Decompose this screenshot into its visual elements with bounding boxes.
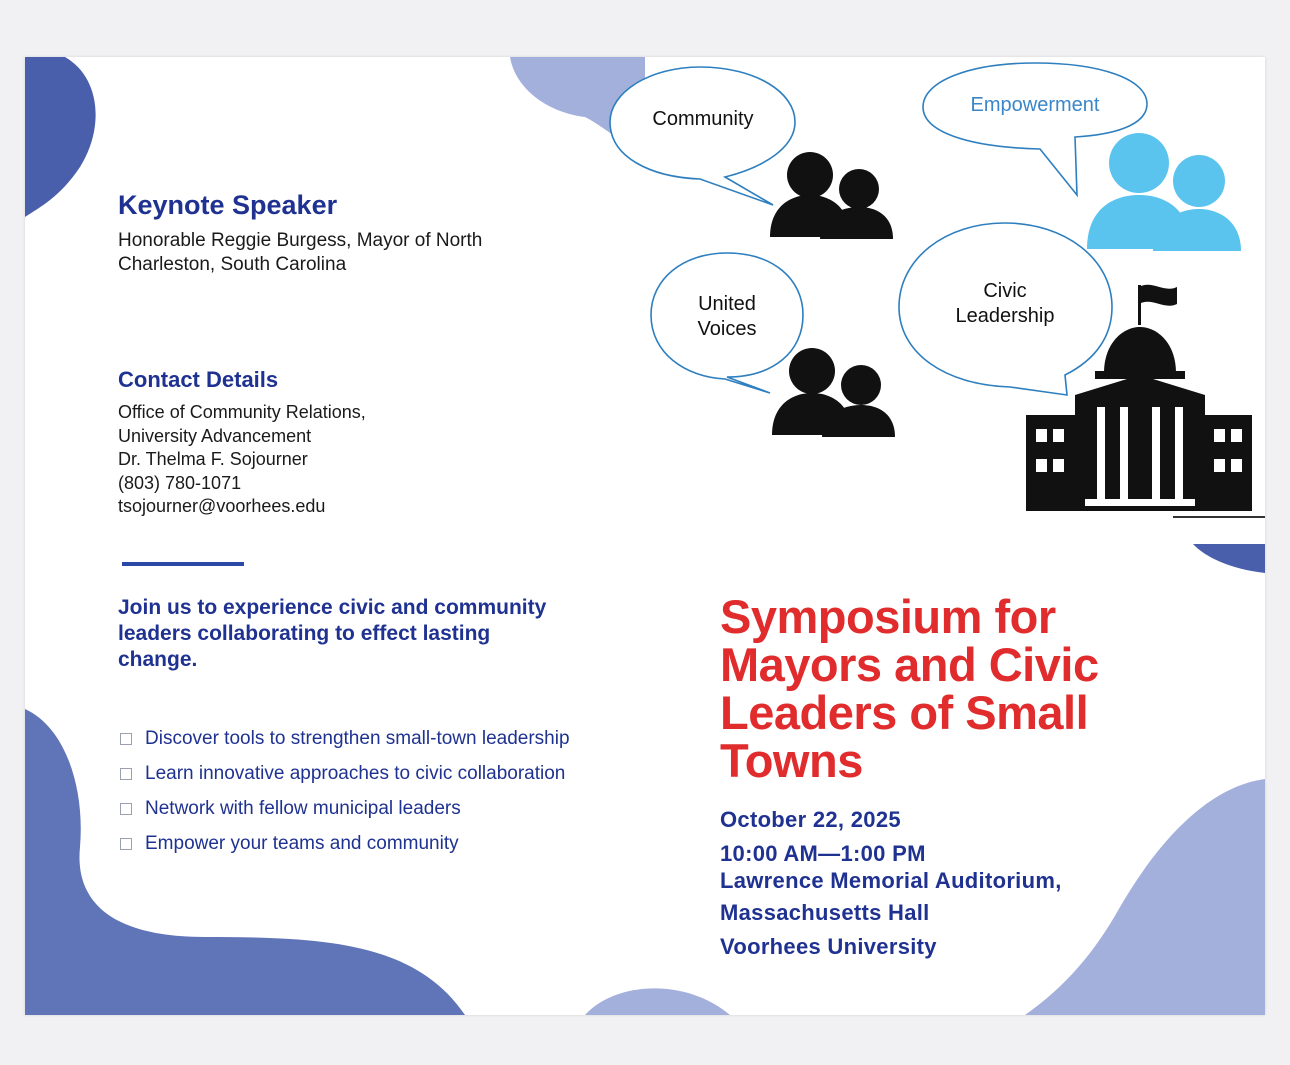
contact-heading: Contact Details: [118, 367, 279, 392]
wave-shape-right-edge: [1193, 544, 1265, 573]
contact-email: tsojourner@voorhees.edu: [118, 496, 326, 516]
event-venue-line: Lawrence Memorial Auditorium,: [720, 868, 1062, 893]
people-group-icon: [1087, 133, 1241, 251]
people-group-icon: [772, 348, 895, 437]
list-item-text: Discover tools to strengthen small-town leadership: [145, 727, 570, 749]
wave-shape-bottom-center: [585, 988, 730, 1015]
checkbox-bullet-icon: [120, 803, 132, 815]
join-statement: [118, 595, 608, 673]
contact-details: [118, 401, 448, 519]
contact-phone: (803) 780-1071: [118, 472, 242, 493]
event-title-line: Leaders of Small: [720, 686, 1089, 739]
contact-line: University Advancement: [118, 425, 312, 446]
benefits-list: [120, 721, 570, 861]
bubble-label-community: Community: [652, 108, 754, 130]
checkbox-bullet-icon: [120, 768, 132, 780]
join-line: change.: [118, 648, 198, 671]
list-item-text: Empower your teams and community: [145, 832, 459, 854]
list-item-text: Learn innovative approaches to civic collaboration: [145, 762, 566, 784]
list-item-text: Network with fellow municipal leaders: [145, 797, 461, 819]
checkbox-bullet-icon: [120, 838, 132, 850]
list-item: [120, 826, 570, 861]
speech-bubble-community: [610, 67, 795, 205]
list-item: [120, 721, 570, 756]
event-title-line: Mayors and Civic: [720, 638, 1099, 691]
join-line: Join us to experience civic and community: [118, 596, 547, 619]
event-date: October 22, 2025: [720, 807, 901, 832]
keynote-line: Charleston, South Carolina: [118, 254, 347, 275]
checkbox-bullet-icon: [120, 733, 132, 745]
keynote-line: Honorable Reggie Burgess, Mayor of North: [118, 230, 483, 251]
bubble-label-empowerment: Empowerment: [970, 94, 1100, 116]
event-title-line: Towns: [720, 734, 863, 787]
contact-line: Dr. Thelma F. Sojourner: [118, 449, 308, 469]
bubble-label-united-voices: [665, 292, 789, 342]
section-divider: [122, 562, 244, 566]
list-item: [120, 756, 570, 791]
join-line: leaders collaborating to effect lasting: [118, 622, 491, 645]
people-group-icon: [770, 152, 893, 239]
wave-shape-bottom-right: [1025, 779, 1265, 1015]
bubble-label-line: United: [698, 293, 756, 315]
contact-line: Office of Community Relations,: [118, 402, 366, 422]
bubble-label-line: Civic: [983, 280, 1027, 302]
keynote-heading: Keynote Speaker: [118, 190, 338, 220]
wave-shape-top-left: [25, 57, 96, 217]
event-venue-line: Massachusetts Hall: [720, 900, 930, 925]
event-title-line: Symposium for: [720, 590, 1056, 643]
event-time: 10:00 AM—1:00 PM: [720, 841, 926, 866]
bubble-label-line: Leadership: [955, 305, 1055, 327]
event-venue-line: Voorhees University: [720, 934, 937, 959]
event-title: [720, 590, 1240, 787]
bubble-label-civic-leadership: [930, 279, 1080, 329]
flyer-page: [25, 57, 1265, 1015]
bubble-label-line: Voices: [697, 318, 757, 340]
list-item: [120, 791, 570, 826]
keynote-speaker-text: [118, 229, 538, 277]
